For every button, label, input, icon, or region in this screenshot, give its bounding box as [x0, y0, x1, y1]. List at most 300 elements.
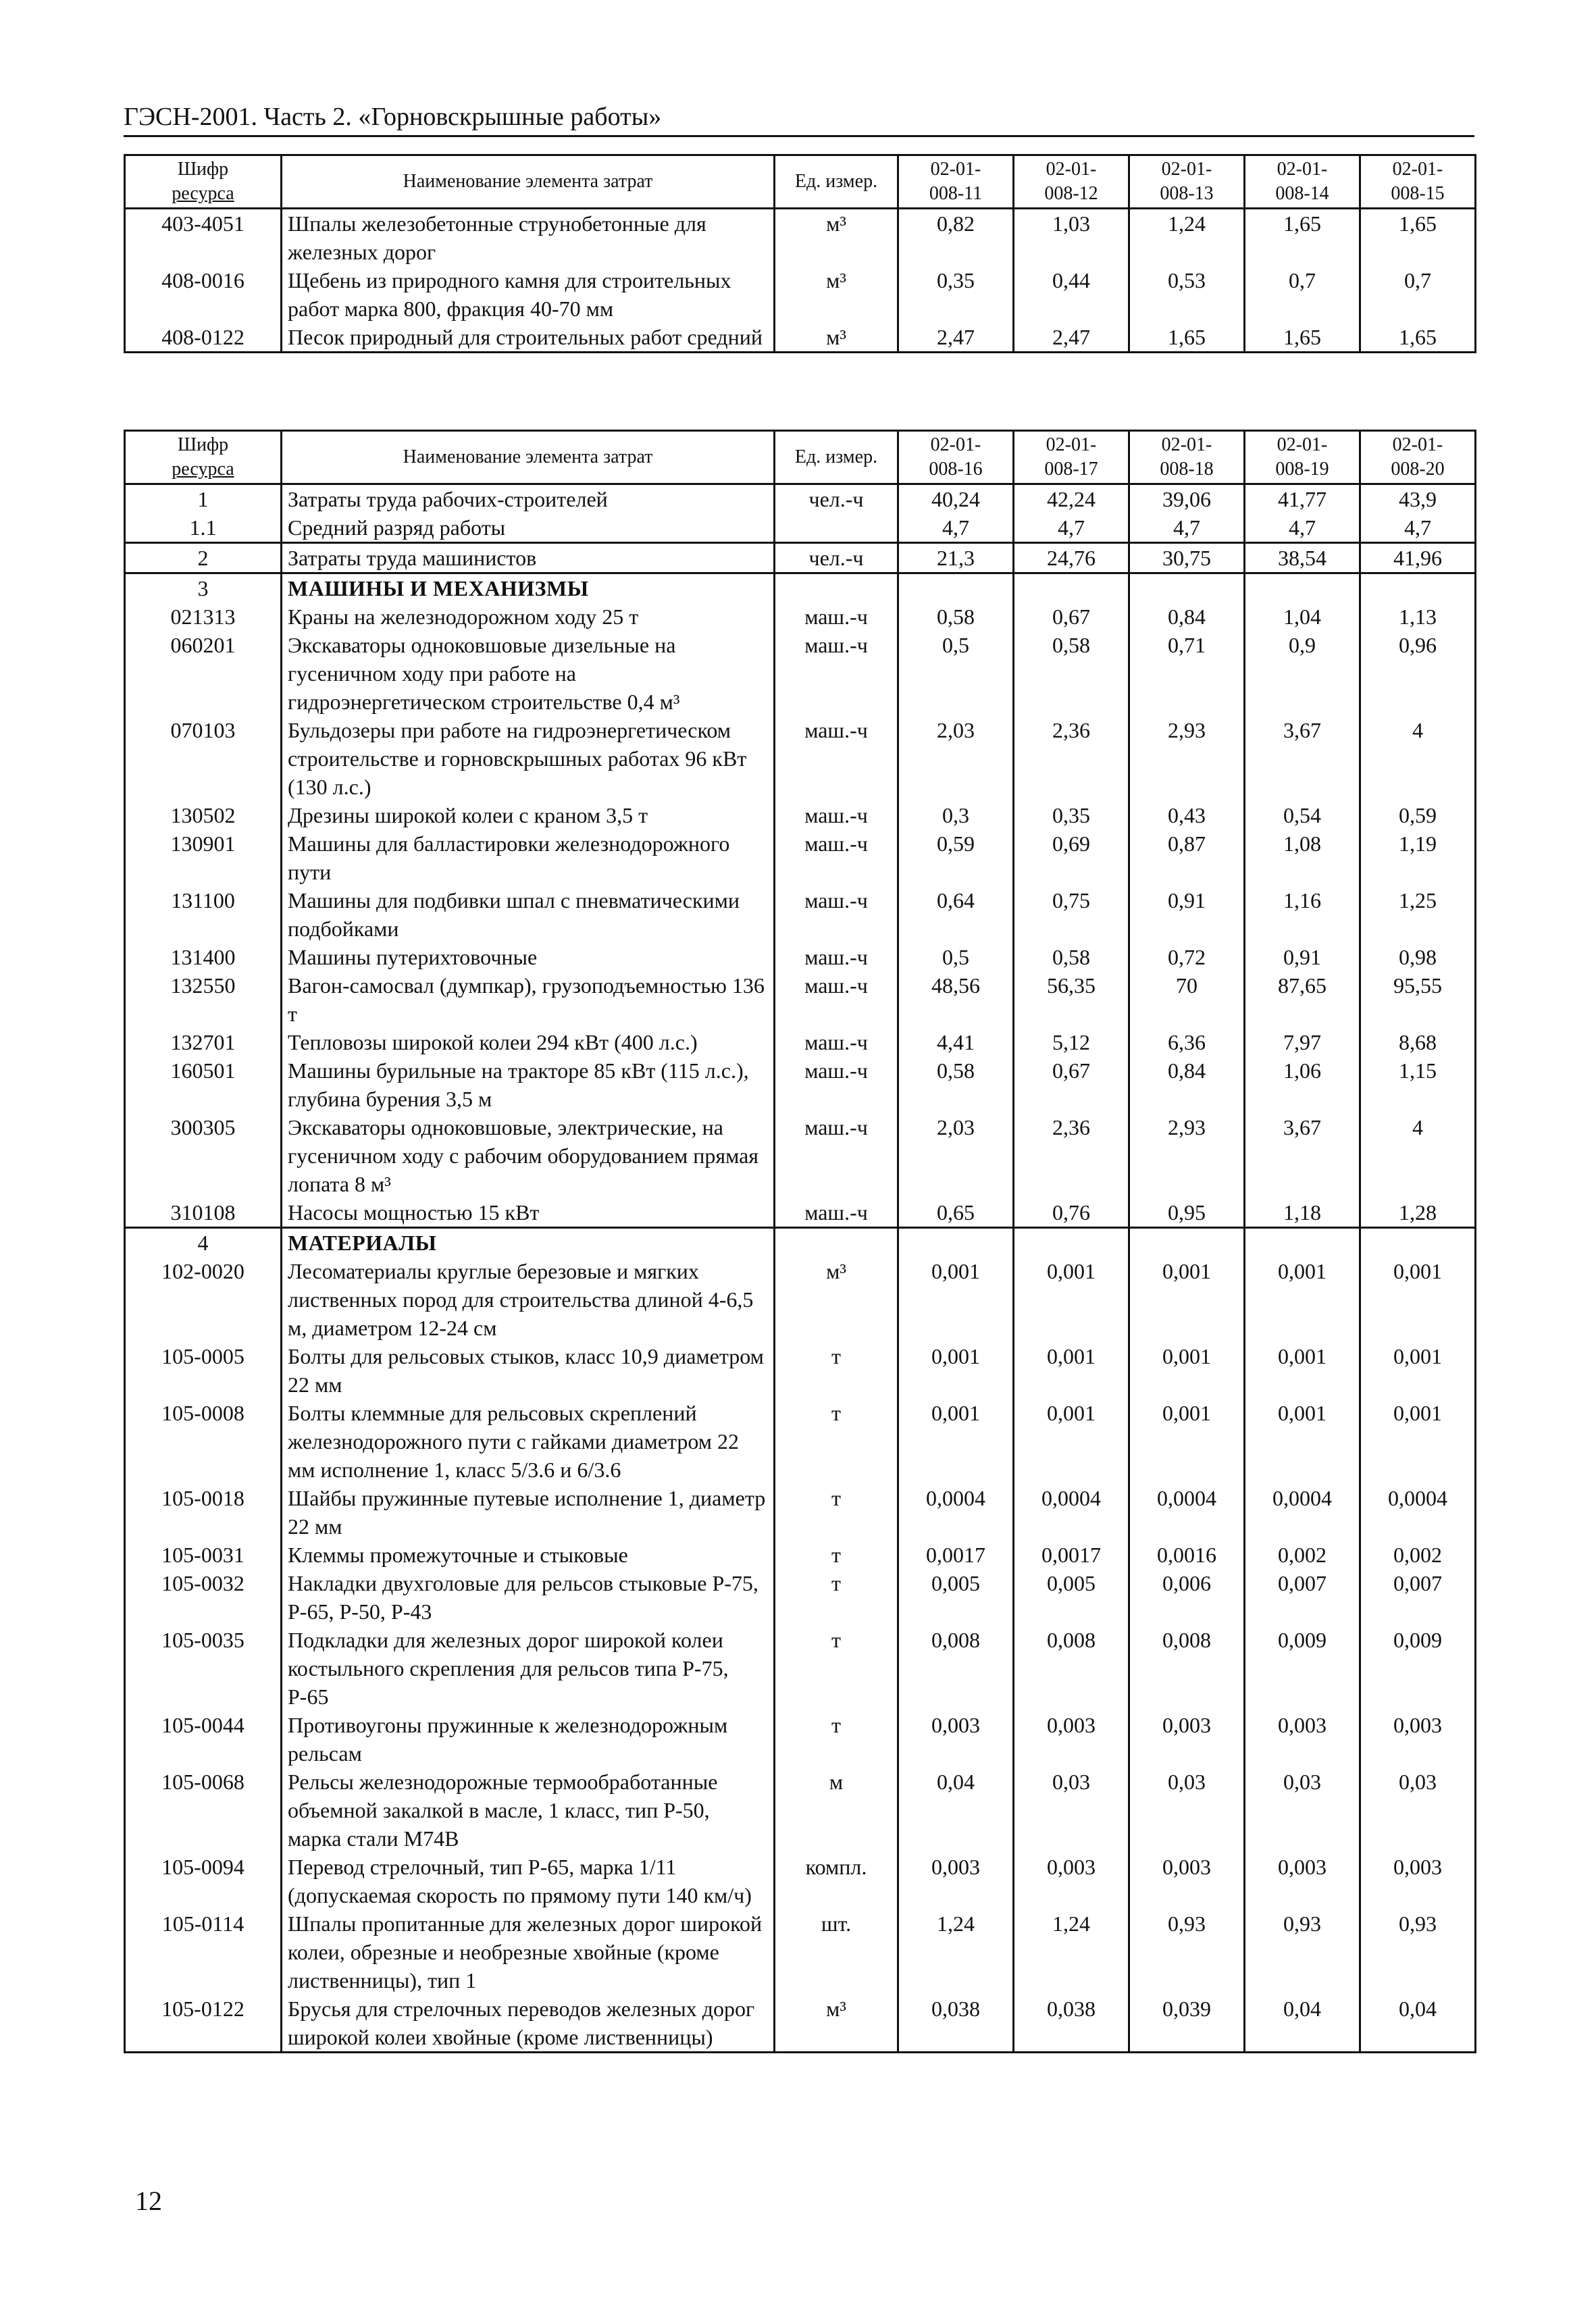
resource-name: Рельсы железнодорожные термообработанные объемной закалкой в масле, 1 класс, тип Р-50, марка стали М74В — [282, 1768, 775, 1853]
unit-cell: маш.-ч — [775, 1028, 898, 1056]
resource-name: Тепловозы широкой колеи 294 кВт (400 л.с.) — [282, 1028, 775, 1056]
value-cell: 0,006 — [1129, 1569, 1245, 1626]
value-cell: 0,002 — [1360, 1541, 1476, 1569]
resource-name: Затраты труда машинистов — [282, 543, 775, 573]
table-row — [125, 266, 1476, 323]
value-cell: 0,04 — [1360, 1995, 1476, 2053]
resource-code: 131100 — [125, 886, 282, 943]
value-cell: 1,24 — [1014, 1909, 1129, 1995]
page-header — [124, 101, 1474, 137]
value-cell: 0,03 — [1245, 1768, 1360, 1853]
value-cell: 0,58 — [898, 602, 1014, 631]
resource-name: Лесоматериалы круглые березовые и мягких лиственных пород для строительства длиной 4-6,5 м, диаметром 12-24 см — [282, 1257, 775, 1342]
value-cell: 0,002 — [1245, 1541, 1360, 1569]
unit-cell: т — [775, 1484, 898, 1541]
value-cell: 1,08 — [1245, 829, 1360, 886]
resource-name: Машины путерихтовочные — [282, 943, 775, 971]
unit-cell — [775, 513, 898, 543]
value-cell: 0,009 — [1360, 1626, 1476, 1711]
norm-column-header: 02-01- 008-11 — [898, 155, 1014, 209]
unit-cell: чел.-ч — [775, 484, 898, 514]
value-cell: 0,98 — [1360, 943, 1476, 971]
resource-code: 310108 — [125, 1198, 282, 1228]
value-cell: 0,003 — [1360, 1711, 1476, 1768]
value-cell: 0,58 — [898, 1056, 1014, 1113]
table-row — [125, 209, 1476, 267]
resource-name: Дрезины широкой колеи с краном 3,5 т — [282, 801, 775, 829]
resource-code: 105-0035 — [125, 1626, 282, 1711]
value-cell: 0,58 — [1014, 943, 1129, 971]
table-row — [125, 1399, 1476, 1484]
value-cell: 0,001 — [1014, 1399, 1129, 1484]
value-cell: 0,04 — [898, 1768, 1014, 1853]
value-cell: 1,03 — [1014, 209, 1129, 267]
value-cell: 2,47 — [1014, 323, 1129, 353]
resource-code: 1.1 — [125, 513, 282, 543]
unit-cell: маш.-ч — [775, 716, 898, 801]
value-cell: 0,03 — [1129, 1768, 1245, 1853]
resource-name: Затраты труда рабочих-строителей — [282, 484, 775, 514]
value-cell: 2,93 — [1129, 1113, 1245, 1198]
unit-cell: т — [775, 1626, 898, 1711]
value-cell: 0,71 — [1129, 631, 1245, 716]
value-cell: 0,03 — [1360, 1768, 1476, 1853]
resource-name: Экскаваторы одноковшовые дизельные на гусеничном ходу при работе на гидроэнергетическом строительстве 0,4 м³ — [282, 631, 775, 716]
resource-code: 300305 — [125, 1113, 282, 1198]
value-cell: 0,95 — [1129, 1198, 1245, 1228]
code-column-header: Шифр ресурса — [125, 155, 282, 209]
value-cell: 1,28 — [1360, 1198, 1476, 1228]
value-cell: 0,84 — [1129, 602, 1245, 631]
value-cell: 0,82 — [898, 209, 1014, 267]
unit-column-header: Ед. измер. — [775, 431, 898, 484]
value-cell — [898, 573, 1014, 603]
unit-cell: м³ — [775, 209, 898, 267]
value-cell: 0,5 — [898, 631, 1014, 716]
resource-code: 4 — [125, 1228, 282, 1258]
value-cell: 0,0004 — [1129, 1484, 1245, 1541]
value-cell — [1245, 573, 1360, 603]
table-row — [125, 886, 1476, 943]
unit-column-header: Ед. измер. — [775, 155, 898, 209]
resource-code: 160501 — [125, 1056, 282, 1113]
unit-cell: м — [775, 1768, 898, 1853]
value-cell: 0,43 — [1129, 801, 1245, 829]
resource-code: 021313 — [125, 602, 282, 631]
value-cell: 4,7 — [898, 513, 1014, 543]
resource-name: Средний разряд работы — [282, 513, 775, 543]
value-cell — [1014, 1228, 1129, 1258]
unit-cell: компл. — [775, 1853, 898, 1909]
value-cell: 0,59 — [1360, 801, 1476, 829]
table-row — [125, 484, 1476, 514]
value-cell: 5,12 — [1014, 1028, 1129, 1056]
value-cell — [1129, 573, 1245, 603]
resource-name: Краны на железнодорожном ходу 25 т — [282, 602, 775, 631]
table-row — [125, 543, 1476, 573]
resource-code: 3 — [125, 573, 282, 603]
norm-column-header: 02-01- 008-12 — [1014, 155, 1129, 209]
resource-code: 408-0016 — [125, 266, 282, 323]
value-cell: 0,001 — [898, 1342, 1014, 1399]
value-cell: 0,009 — [1245, 1626, 1360, 1711]
value-cell: 1,24 — [898, 1909, 1014, 1995]
value-cell: 0,0016 — [1129, 1541, 1245, 1569]
value-cell: 0,001 — [1245, 1257, 1360, 1342]
unit-cell: т — [775, 1342, 898, 1399]
resource-code: 130901 — [125, 829, 282, 886]
value-cell: 0,0004 — [1245, 1484, 1360, 1541]
value-cell: 0,007 — [1245, 1569, 1360, 1626]
resource-name: МАТЕРИАЛЫ — [282, 1228, 775, 1258]
table-row — [125, 943, 1476, 971]
unit-cell: т — [775, 1569, 898, 1626]
value-cell: 2,36 — [1014, 716, 1129, 801]
value-cell: 4 — [1360, 716, 1476, 801]
value-cell: 0,93 — [1360, 1909, 1476, 1995]
resource-name: Брусья для стрелочных переводов железных дорог широкой колеи хвойные (кроме лиственницы) — [282, 1995, 775, 2053]
value-cell: 40,24 — [898, 484, 1014, 514]
value-cell: 0,58 — [1014, 631, 1129, 716]
value-cell: 95,55 — [1360, 971, 1476, 1028]
norm-column-header: 02-01- 008-19 — [1245, 431, 1360, 484]
value-cell: 0,008 — [1014, 1626, 1129, 1711]
value-cell: 3,67 — [1245, 716, 1360, 801]
value-cell: 4,7 — [1245, 513, 1360, 543]
value-cell: 0,001 — [898, 1257, 1014, 1342]
value-cell: 0,64 — [898, 886, 1014, 943]
value-cell: 0,44 — [1014, 266, 1129, 323]
table-row — [125, 1995, 1476, 2053]
resource-code: 132701 — [125, 1028, 282, 1056]
value-cell: 43,9 — [1360, 484, 1476, 514]
value-cell: 0,003 — [898, 1711, 1014, 1768]
table-row — [125, 1342, 1476, 1399]
value-cell: 0,001 — [1014, 1342, 1129, 1399]
value-cell: 2,47 — [898, 323, 1014, 353]
value-cell: 0,65 — [898, 1198, 1014, 1228]
resource-name: Машины для подбивки шпал с пневматическими подбойками — [282, 886, 775, 943]
unit-cell: м³ — [775, 1995, 898, 2053]
value-cell: 0,91 — [1129, 886, 1245, 943]
norm-column-header: 02-01- 008-14 — [1245, 155, 1360, 209]
resource-name: Машины для балластировки железнодорожного пути — [282, 829, 775, 886]
value-cell: 0,001 — [1245, 1342, 1360, 1399]
value-cell: 0,03 — [1014, 1768, 1129, 1853]
value-cell: 0,003 — [1360, 1853, 1476, 1909]
unit-cell: маш.-ч — [775, 631, 898, 716]
value-cell: 1,18 — [1245, 1198, 1360, 1228]
value-cell: 0,76 — [1014, 1198, 1129, 1228]
value-cell: 0,0017 — [1014, 1541, 1129, 1569]
resource-code: 131400 — [125, 943, 282, 971]
value-cell: 0,001 — [1129, 1399, 1245, 1484]
norm-column-header: 02-01- 008-13 — [1129, 155, 1245, 209]
value-cell: 0,9 — [1245, 631, 1360, 716]
resource-code: 105-0031 — [125, 1541, 282, 1569]
unit-cell: м³ — [775, 1257, 898, 1342]
value-cell: 0,003 — [1014, 1853, 1129, 1909]
value-cell: 0,005 — [1014, 1569, 1129, 1626]
value-cell: 0,005 — [898, 1569, 1014, 1626]
value-cell: 24,76 — [1014, 543, 1129, 573]
value-cell: 7,97 — [1245, 1028, 1360, 1056]
value-cell: 0,001 — [1360, 1257, 1476, 1342]
code-column-header: Шифр ресурса — [125, 431, 282, 484]
table-row — [125, 1626, 1476, 1711]
value-cell: 0,0004 — [898, 1484, 1014, 1541]
page-title: ГЭСН-2001. Часть 2. «Горновскрышные работы» — [124, 103, 662, 131]
table-row — [125, 971, 1476, 1028]
value-cell: 0,001 — [898, 1399, 1014, 1484]
resource-code: 070103 — [125, 716, 282, 801]
table-row — [125, 716, 1476, 801]
value-cell: 0,003 — [1014, 1711, 1129, 1768]
table-row — [125, 1113, 1476, 1198]
value-cell: 0,7 — [1245, 266, 1360, 323]
value-cell: 1,65 — [1360, 323, 1476, 353]
resource-name: Экскаваторы одноковшовые, электрические, на гусеничном ходу с рабочим оборудованием прямая лопата 8 м³ — [282, 1113, 775, 1198]
norm-column-header: 02-01- 008-17 — [1014, 431, 1129, 484]
name-column-header: Наименование элемента затрат — [282, 155, 775, 209]
unit-cell: маш.-ч — [775, 971, 898, 1028]
value-cell: 0,72 — [1129, 943, 1245, 971]
table-row — [125, 1909, 1476, 1995]
value-cell: 30,75 — [1129, 543, 1245, 573]
value-cell: 0,67 — [1014, 1056, 1129, 1113]
value-cell: 0,038 — [1014, 1995, 1129, 2053]
value-cell: 2,03 — [898, 716, 1014, 801]
value-cell: 4,7 — [1129, 513, 1245, 543]
table-row — [125, 829, 1476, 886]
value-cell: 0,0004 — [1014, 1484, 1129, 1541]
resource-code: 105-0005 — [125, 1342, 282, 1399]
resource-code: 105-0008 — [125, 1399, 282, 1484]
table-header-row — [125, 155, 1476, 209]
value-cell: 39,06 — [1129, 484, 1245, 514]
norm-column-header: 02-01- 008-20 — [1360, 431, 1476, 484]
resource-name: Накладки двухголовые для рельсов стыковые Р-75, Р-65, Р-50, Р-43 — [282, 1569, 775, 1626]
value-cell: 0,04 — [1245, 1995, 1360, 2053]
unit-cell — [775, 1228, 898, 1258]
resource-name: Вагон-самосвал (думпкар), грузоподъемностью 136 т — [282, 971, 775, 1028]
resource-name: Шайбы пружинные путевые исполнение 1, диаметр 22 мм — [282, 1484, 775, 1541]
value-cell: 0,003 — [1129, 1711, 1245, 1768]
value-cell: 0,0017 — [898, 1541, 1014, 1569]
resource-code: 105-0032 — [125, 1569, 282, 1626]
value-cell: 6,36 — [1129, 1028, 1245, 1056]
value-cell: 0,003 — [1245, 1711, 1360, 1768]
value-cell: 0,5 — [898, 943, 1014, 971]
value-cell: 0,35 — [1014, 801, 1129, 829]
table-row — [125, 1257, 1476, 1342]
table-row — [125, 513, 1476, 543]
resource-code: 132550 — [125, 971, 282, 1028]
unit-cell: т — [775, 1711, 898, 1768]
resource-code: 102-0020 — [125, 1257, 282, 1342]
resource-name: Шпалы железобетонные струнобетонные для железных дорог — [282, 209, 775, 267]
resource-name: Шпалы пропитанные для железных дорог широкой колеи, обрезные и необрезные хвойные (кроме лиственницы), тип 1 — [282, 1909, 775, 1995]
value-cell: 0,001 — [1129, 1257, 1245, 1342]
value-cell: 8,68 — [1360, 1028, 1476, 1056]
table-row — [125, 1028, 1476, 1056]
value-cell: 38,54 — [1245, 543, 1360, 573]
resource-name: Песок природный для строительных работ средний — [282, 323, 775, 353]
unit-cell: маш.-ч — [775, 886, 898, 943]
value-cell: 0,039 — [1129, 1995, 1245, 2053]
unit-cell: т — [775, 1541, 898, 1569]
value-cell — [1245, 1228, 1360, 1258]
norm-column-header: 02-01- 008-15 — [1360, 155, 1476, 209]
value-cell: 1,13 — [1360, 602, 1476, 631]
resource-name: Болты для рельсовых стыков, класс 10,9 диаметром 22 мм — [282, 1342, 775, 1399]
value-cell: 0,35 — [898, 266, 1014, 323]
unit-cell: маш.-ч — [775, 1056, 898, 1113]
resource-name: Противоугоны пружинные к железнодорожным рельсам — [282, 1711, 775, 1768]
value-cell: 1,24 — [1129, 209, 1245, 267]
value-cell — [1014, 573, 1129, 603]
value-cell: 4,41 — [898, 1028, 1014, 1056]
value-cell — [1360, 1228, 1476, 1258]
value-cell: 2,03 — [898, 1113, 1014, 1198]
value-cell — [1360, 573, 1476, 603]
resource-name: Болты клеммные для рельсовых скреплений железнодорожного пути с гайками диаметром 22 мм исполнение 1, класс 5/3.6 и 6/3.6 — [282, 1399, 775, 1484]
resource-name: Насосы мощностью 15 кВт — [282, 1198, 775, 1228]
resource-code: 1 — [125, 484, 282, 514]
unit-cell: маш.-ч — [775, 943, 898, 971]
value-cell: 1,04 — [1245, 602, 1360, 631]
value-cell: 1,65 — [1245, 323, 1360, 353]
resource-code: 408-0122 — [125, 323, 282, 353]
value-cell: 0,001 — [1014, 1257, 1129, 1342]
value-cell: 1,25 — [1360, 886, 1476, 943]
value-cell: 1,19 — [1360, 829, 1476, 886]
value-cell: 0,001 — [1245, 1399, 1360, 1484]
table-row — [125, 1198, 1476, 1228]
value-cell: 0,69 — [1014, 829, 1129, 886]
norms-table-1 — [124, 154, 1476, 353]
value-cell: 0,59 — [898, 829, 1014, 886]
value-cell: 0,87 — [1129, 829, 1245, 886]
value-cell: 70 — [1129, 971, 1245, 1028]
norm-column-header: 02-01- 008-16 — [898, 431, 1014, 484]
table-row — [125, 1056, 1476, 1113]
resource-code: 2 — [125, 543, 282, 573]
unit-cell: т — [775, 1399, 898, 1484]
resource-code: 105-0094 — [125, 1853, 282, 1909]
value-cell: 4 — [1360, 1113, 1476, 1198]
value-cell: 0,003 — [1245, 1853, 1360, 1909]
value-cell: 0,53 — [1129, 266, 1245, 323]
value-cell: 1,15 — [1360, 1056, 1476, 1113]
value-cell: 1,65 — [1360, 209, 1476, 267]
table-row — [125, 1541, 1476, 1569]
value-cell: 0,008 — [898, 1626, 1014, 1711]
unit-cell: м³ — [775, 266, 898, 323]
section-row — [125, 573, 1476, 603]
norm-column-header: 02-01- 008-18 — [1129, 431, 1245, 484]
page-number: 12 — [135, 2186, 162, 2216]
norms-table-2 — [124, 430, 1476, 2053]
value-cell: 0,038 — [898, 1995, 1014, 2053]
table-row — [125, 631, 1476, 716]
unit-cell: чел.-ч — [775, 543, 898, 573]
unit-cell: шт. — [775, 1909, 898, 1995]
value-cell: 4,7 — [1360, 513, 1476, 543]
value-cell: 0,001 — [1360, 1399, 1476, 1484]
unit-cell: маш.-ч — [775, 602, 898, 631]
value-cell: 0,008 — [1129, 1626, 1245, 1711]
name-column-header: Наименование элемента затрат — [282, 431, 775, 484]
value-cell: 0,0004 — [1360, 1484, 1476, 1541]
value-cell: 42,24 — [1014, 484, 1129, 514]
value-cell: 0,007 — [1360, 1569, 1476, 1626]
value-cell: 2,93 — [1129, 716, 1245, 801]
resource-name: МАШИНЫ И МЕХАНИЗМЫ — [282, 573, 775, 603]
table-header-row — [125, 431, 1476, 484]
resource-name: Щебень из природного камня для строительных работ марка 800, фракция 40-70 мм — [282, 266, 775, 323]
resource-name: Перевод стрелочный, тип Р-65, марка 1/11 (допускаемая скорость по прямому пути 140 км/ч) — [282, 1853, 775, 1909]
resource-code: 130502 — [125, 801, 282, 829]
resource-code: 105-0122 — [125, 1995, 282, 2053]
resource-name: Бульдозеры при работе на гидроэнергетическом строительстве и горновскрышных работах 96 кВт (130 л.с.) — [282, 716, 775, 801]
value-cell: 0,001 — [1129, 1342, 1245, 1399]
unit-cell: маш.-ч — [775, 1198, 898, 1228]
value-cell: 0,75 — [1014, 886, 1129, 943]
resource-code: 105-0068 — [125, 1768, 282, 1853]
value-cell: 1,65 — [1245, 209, 1360, 267]
table-row — [125, 1711, 1476, 1768]
table-row — [125, 1853, 1476, 1909]
resource-code: 105-0114 — [125, 1909, 282, 1995]
value-cell: 3,67 — [1245, 1113, 1360, 1198]
value-cell: 0,54 — [1245, 801, 1360, 829]
unit-cell — [775, 573, 898, 603]
value-cell: 48,56 — [898, 971, 1014, 1028]
table-row — [125, 801, 1476, 829]
value-cell: 87,65 — [1245, 971, 1360, 1028]
table-row — [125, 1768, 1476, 1853]
value-cell — [898, 1228, 1014, 1258]
value-cell: 0,67 — [1014, 602, 1129, 631]
resource-code: 403-4051 — [125, 209, 282, 267]
resource-name: Машины бурильные на тракторе 85 кВт (115 л.с.), глубина бурения 3,5 м — [282, 1056, 775, 1113]
unit-cell: маш.-ч — [775, 1113, 898, 1198]
value-cell: 1,16 — [1245, 886, 1360, 943]
table-row — [125, 1484, 1476, 1541]
value-cell: 41,77 — [1245, 484, 1360, 514]
value-cell: 0,003 — [898, 1853, 1014, 1909]
unit-cell: м³ — [775, 323, 898, 353]
resource-name: Клеммы промежуточные и стыковые — [282, 1541, 775, 1569]
unit-cell: маш.-ч — [775, 829, 898, 886]
value-cell: 0,91 — [1245, 943, 1360, 971]
value-cell: 0,7 — [1360, 266, 1476, 323]
resource-code: 105-0018 — [125, 1484, 282, 1541]
value-cell — [1129, 1228, 1245, 1258]
value-cell: 0,84 — [1129, 1056, 1245, 1113]
resource-name: Подкладки для железных дорог широкой колеи костыльного скрепления для рельсов типа Р-75, Р-65 — [282, 1626, 775, 1711]
value-cell: 2,36 — [1014, 1113, 1129, 1198]
value-cell: 0,001 — [1360, 1342, 1476, 1399]
value-cell: 0,93 — [1129, 1909, 1245, 1995]
value-cell: 0,003 — [1129, 1853, 1245, 1909]
table-row — [125, 1569, 1476, 1626]
resource-code: 060201 — [125, 631, 282, 716]
value-cell: 0,96 — [1360, 631, 1476, 716]
section-row — [125, 1228, 1476, 1258]
unit-cell: маш.-ч — [775, 801, 898, 829]
